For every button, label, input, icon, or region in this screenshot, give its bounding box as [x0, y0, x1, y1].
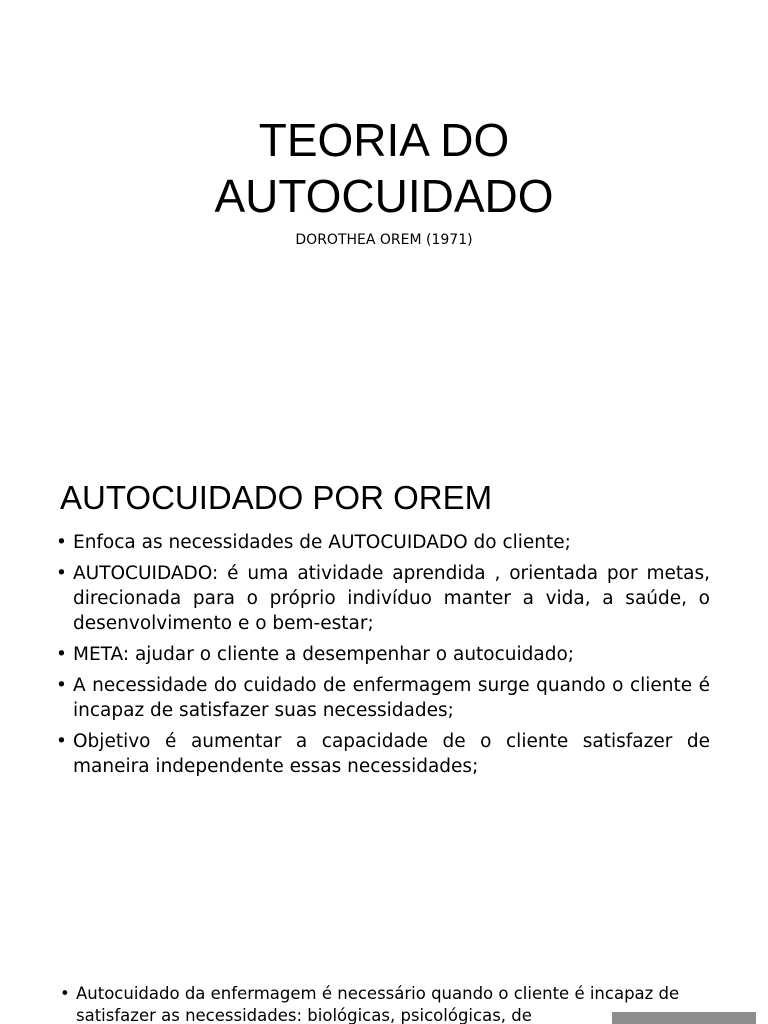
list-item-text: META: ajudar o cliente a desempenhar o autocuidado;: [73, 644, 575, 665]
bullet-marker: •: [56, 563, 67, 584]
list-item: [50, 530, 710, 555]
list-item-text: Enfoca as necessidades de AUTOCUIDADO do cliente;: [73, 532, 571, 553]
bullet-marker: •: [56, 532, 67, 553]
title-slide: [0, 0, 768, 432]
list-item-text: A necessidade do cuidado de enfermagem surge quando o cliente é incapaz de satisfazer suas necessidades;: [73, 675, 710, 721]
list-item-text: AUTOCUIDADO: é uma atividade aprendida , orientada por metas, direcionada para o próprio indivíduo manter a vida, a saúde, o desenvolvimento e o bem-estar;: [73, 563, 710, 634]
content-slide: [0, 432, 768, 960]
list-item: [50, 673, 710, 723]
bullet-marker: •: [56, 731, 67, 752]
author-subtitle: DOROTHEA OREM (1971): [295, 232, 473, 248]
bullet-marker: •: [56, 675, 67, 696]
slide-heading: AUTOCUIDADO POR OREM: [60, 479, 493, 516]
image-placeholder: [612, 1012, 756, 1024]
partial-slide: [0, 960, 768, 1024]
bullet-marker: •: [60, 984, 70, 1003]
list-item-text: Objetivo é aumentar a capacidade de o cliente satisfazer de maneira independente essas necessidades;: [73, 731, 710, 777]
bullet-marker: •: [56, 644, 67, 665]
bullet-list: [50, 530, 710, 785]
title-line-2: AUTOCUIDADO: [214, 170, 554, 222]
partial-bullet-text: Autocuidado da enfermagem é necessário quando o cliente é incapaz de satisfazer as necessidades: biológicas, psicológicas, de: [76, 984, 680, 1024]
presentation-title: [0, 112, 768, 224]
list-item: [50, 729, 710, 779]
list-item: [50, 642, 710, 667]
title-line-1: TEORIA DO: [258, 114, 510, 166]
list-item: [50, 561, 710, 636]
